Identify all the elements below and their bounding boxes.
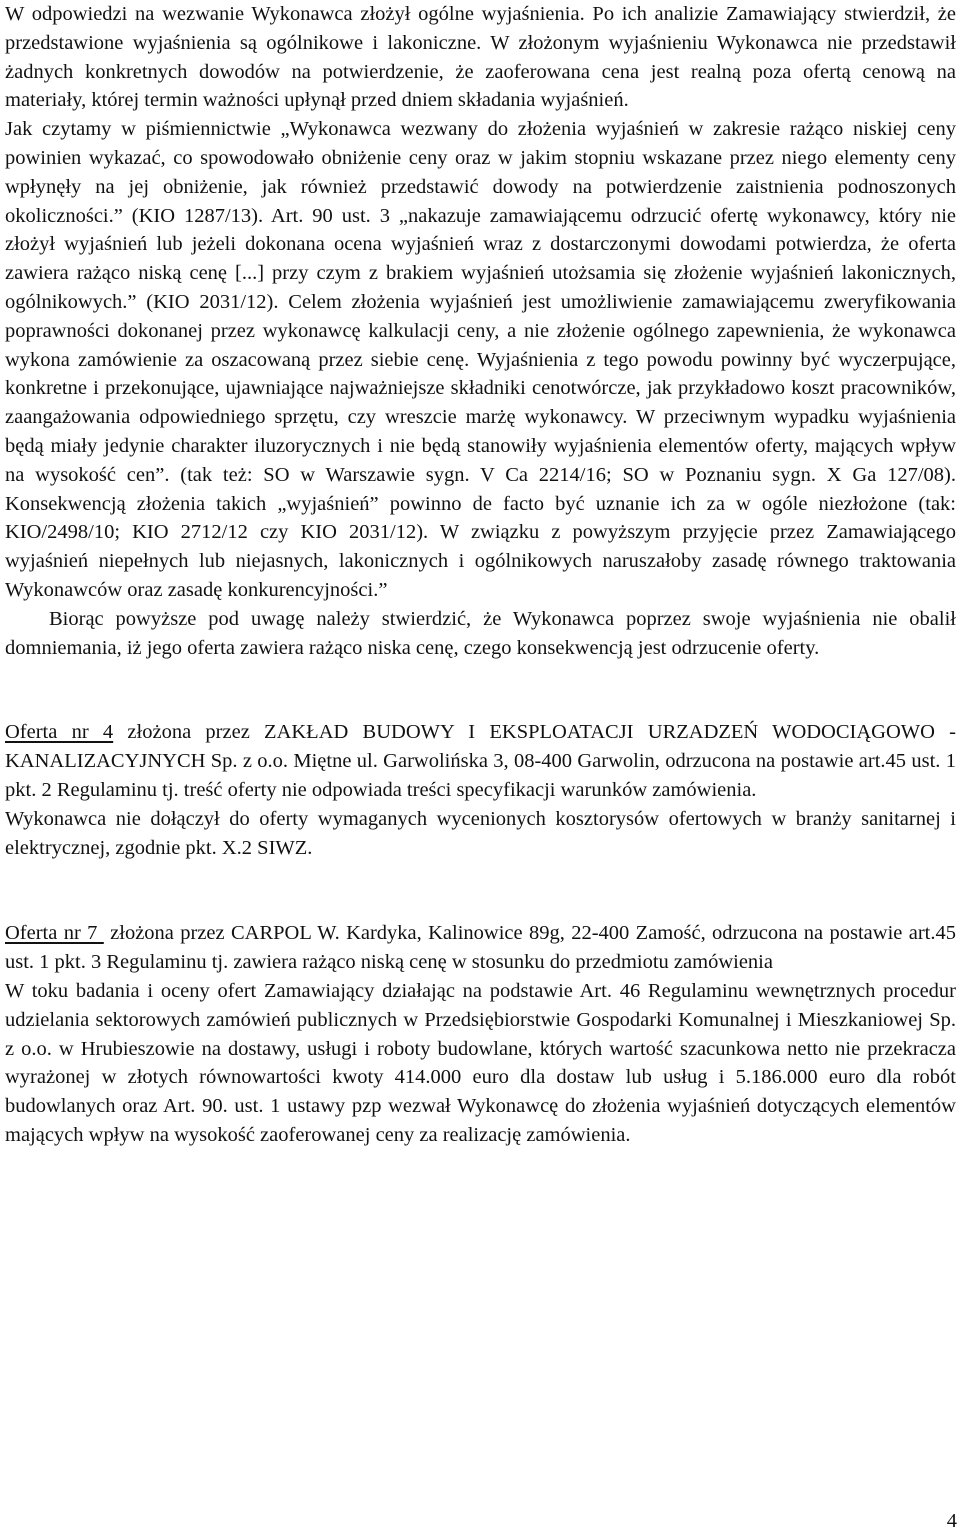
document-page — [5, 0, 956, 1150]
page-number: 4 — [946, 1510, 957, 1532]
paragraph-explanations-assessment: W odpowiedzi na wezwanie Wykonawca złożył ogólne wyjaśnienia. Po ich analizie Zamawiający stwierdził, że przedstawione wyjaśnienia są ogólnikowe i lakoniczne. W złożonym wyjaśnieniu Wykonawca nie przedstawił żadnych konkretnych dowodów na potwierdzenie, że zaoferowana cena jest realną poza ofertą cenową na materiały, której termin ważności upłynął przed dniem składania wyjaśnień. — [5, 3, 956, 112]
offer-4-label: Oferta nr 4 — [5, 721, 114, 744]
offer-7-label: Oferta nr 7 — [5, 922, 104, 945]
offer-4-heading-text: złożona przez ZAKŁAD BUDOWY I EKSPLOATACJI URZADZEŃ WODOCIĄGOWO -KANALIZACYJNYCH Sp. z o.o. Miętne ul. Garwolińska 3, 08-400 Garwolin, odrzucona na postawie art.45 ust. 1 pkt. 2 Regulaminu tj. treść oferty nie odpowiada treści specyfikacji warunków zamówienia. — [5, 721, 957, 801]
paragraph-conclusion: Biorąc powyższe pod uwagę należy stwierdzić, że Wykonawca poprzez swoje wyjaśnienia nie obalił domniemania, iż jego oferta zawiera rażąco niska cenę, czego konsekwencją jest odrzucenie oferty. — [5, 607, 956, 659]
offer-7-detail: W toku badania i oceny ofert Zamawiający działając na podstawie Art. 46 Regulaminu wewnętrznych procedur udzielania sektorowych zamówień publicznych w Przedsiębiorstwie Gospodarki Komunalnej i Mieszkaniowej Sp. z o.o. w Hrubieszowie na dostawy, usługi i roboty budowlane, których wartość szacunkowa netto nie przekracza wyrażonej w złotych równowartości kwoty 414.000 euro dla dostaw lub usług i 5.186.000 euro dla robót budowlanych oraz Art. 90. ust. 1 ustawy pzp wezwał Wykonawcę do złożenia wyjaśnień dotyczących elementów mających wpływ na wysokość zaoferowanej ceny za realizację zamówienia. — [5, 979, 956, 1146]
offer-7-heading-text: złożona przez CARPOL W. Kardyka, Kalinowice 89g, 22-400 Zamość, odrzucona na postawie art.45 ust. 1 pkt. 3 Regulaminu tj. zawiera rażąco niską cenę w stosunku do przedmiotu zamówienia — [5, 922, 956, 974]
offer-7-heading — [5, 919, 956, 977]
paragraph-literature-citation: Jak czytamy w piśmiennictwie „Wykonawca wezwany do złożenia wyjaśnień w zakresie rażąco niskiej ceny powinien wykazać, co spowodowało obniżenie ceny oraz w jakim stopniu wskazane przez niego elementy ceny wpłynęły na jej obniżenie, jak również przedstawić dowody na potwierdzenie zaistnienia podnoszonych okoliczności.” (KIO 1287/13). Art. 90 ust. 3 „nakazuje zamawiającemu odrzucić ofertę wykonawcy, który nie złożył wyjaśnień lub jeżeli dokonana ocena wyjaśnień wraz z dostarczonymi dowodami potwierdza, że oferta zawiera rażąco niską cenę [...] przy czym z brakiem wyjaśnień utożsamia się złożenie wyjaśnień lakonicznych, ogólnikowych.” (KIO 2031/12). Celem złożenia wyjaśnień jest umożliwienie zamawiającemu zweryfikowania poprawności dokonanej przez wykonawcę kalkulacji ceny, a nie złożenie ogólnego zapewnienia, że wykonawca wykona zamówienie za oszacowaną przez siebie cenę. Wyjaśnienia z tego powodu powinny być wyczerpujące, konkretne i przekonujące, ujawniające najważniejsze składniki cenotwórcze, jak przykładowo koszt pracowników, zaangażowania odpowiedniego sprzętu, czy wreszcie marżę wykonawcy. W przeciwnym wypadku wyjaśnienia będą miały jedynie charakter iluzorycznych i nie będą stanowiły wyjaśnienia elementów oferty, mających wpływ na wysokość cen”. (tak też: SO w Warszawie sygn. V Ca 2214/16; SO w Poznaniu sygn. X Ga 127/08). Konsekwencją złożenia takich „wyjaśnień” powinno de facto być uznanie ich za w ogóle niezłożone (tak: KIO/2498/10; KIO 2712/12 czy KIO 2031/12). W związku z powyższym przyjęcie przez Zamawiającego wyjaśnień niepełnych lub niejasnych, lakonicznych i ogólnikowych naruszałoby zasadę równego traktowania Wykonawców oraz zasadę konkurencyjności.” — [5, 118, 956, 601]
offer-4-heading — [5, 718, 956, 804]
offer-4-detail: Wykonawca nie dołączył do oferty wymaganych wycenionych kosztorysów ofertowych w branży sanitarnej i elektrycznej, zgodnie pkt. X.2 SIWZ. — [5, 807, 956, 859]
